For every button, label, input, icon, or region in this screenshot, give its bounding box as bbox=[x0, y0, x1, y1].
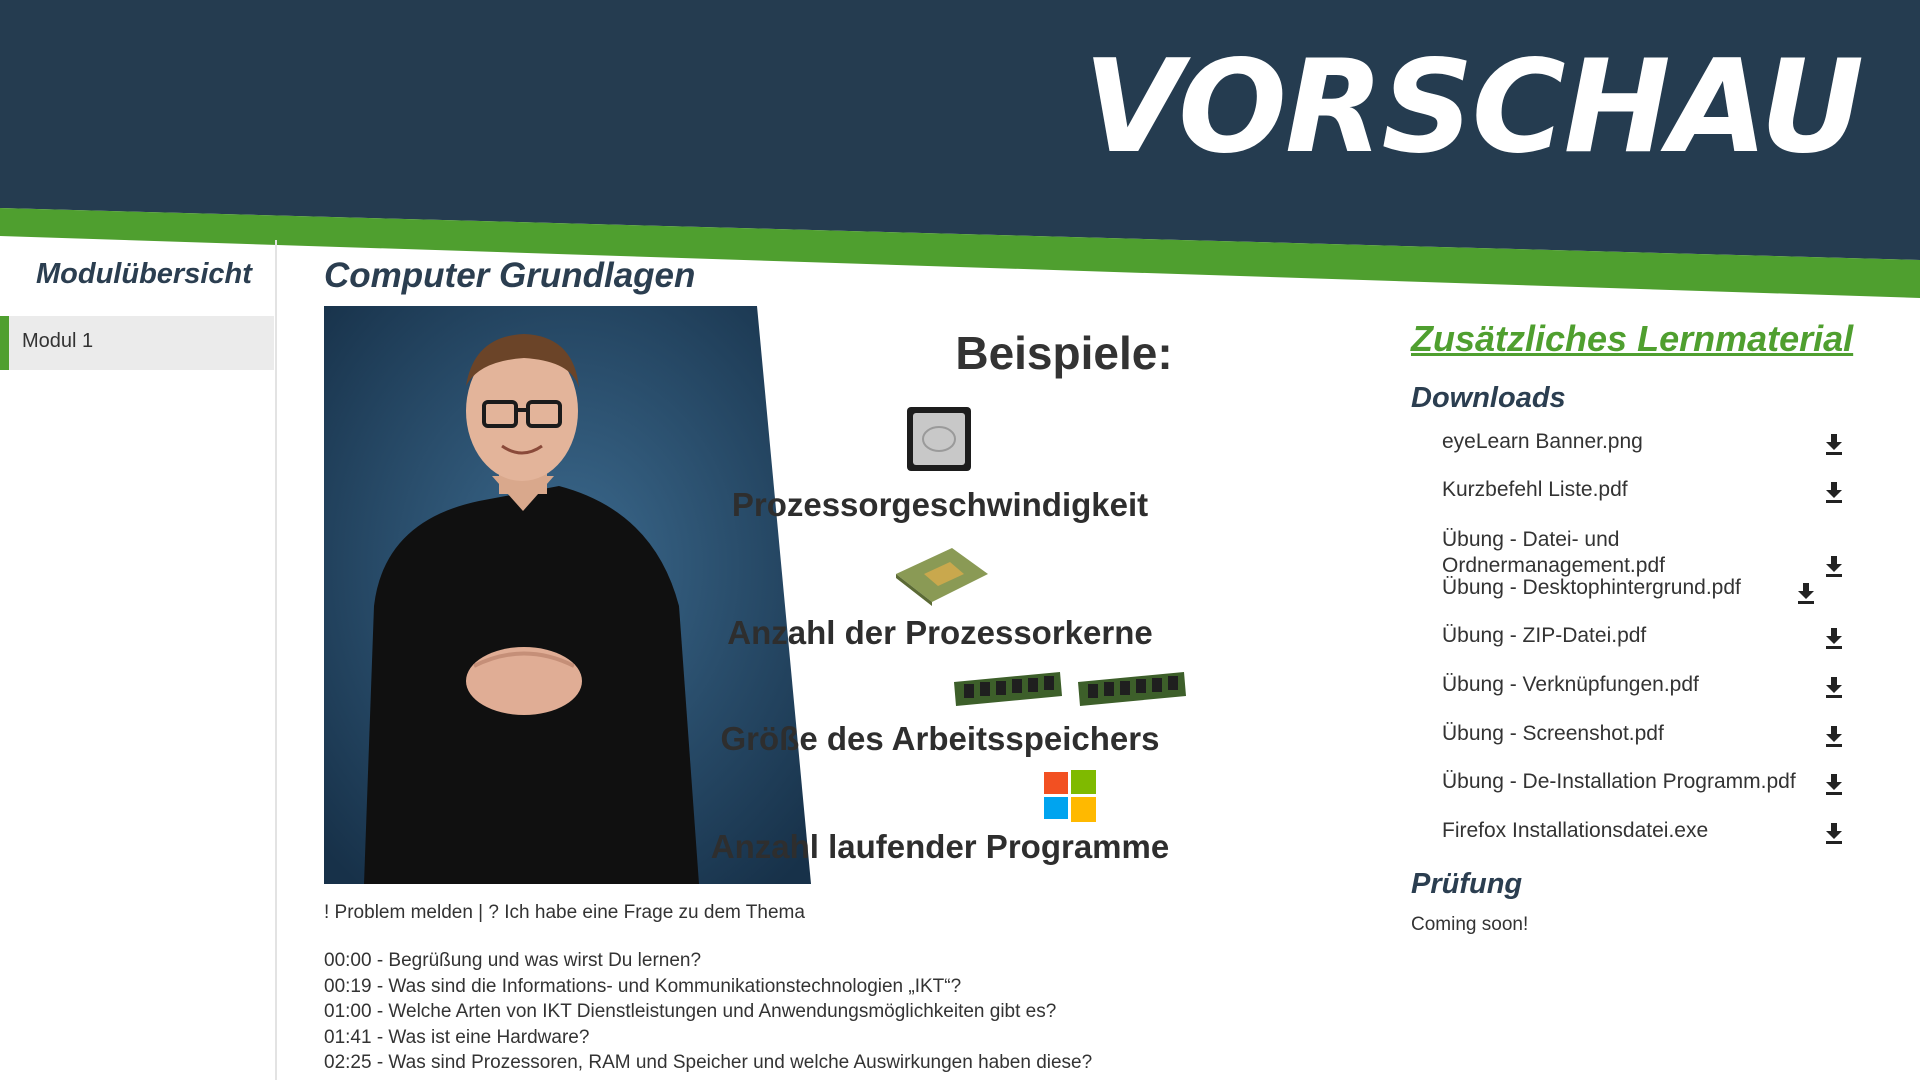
chapter-item[interactable]: 01:41 - Was ist eine Hardware? bbox=[324, 1026, 590, 1048]
page-title: Computer Grundlagen bbox=[324, 256, 696, 295]
download-filename: Übung - Desktophintergrund.pdf bbox=[1442, 576, 1741, 599]
download-icon[interactable] bbox=[1824, 626, 1844, 650]
video-player[interactable] bbox=[324, 306, 1284, 884]
additional-material-link[interactable]: Zusätzliches Lernmaterial bbox=[1411, 318, 1854, 359]
download-filename: Übung - De-Installation Programm.pdf bbox=[1442, 770, 1796, 793]
processor-chip-icon bbox=[894, 544, 990, 606]
sidebar-item-modul-1[interactable] bbox=[0, 316, 274, 370]
slide-title: Beispiele: bbox=[955, 327, 1173, 379]
link-separator: | bbox=[472, 902, 489, 923]
downloads-heading: Downloads bbox=[1411, 382, 1566, 414]
ram-icon bbox=[1076, 670, 1188, 710]
video-frame bbox=[324, 306, 1284, 884]
download-filename: Übung - Datei- und Ordnermanagement.pdf bbox=[1442, 528, 1665, 577]
windows-logo-icon bbox=[1044, 770, 1096, 822]
slide-item-label: Prozessorgeschwindigkeit bbox=[731, 486, 1149, 523]
chapter-list bbox=[324, 948, 1092, 1076]
download-filename: Übung - Verknüpfungen.pdf bbox=[1442, 673, 1699, 696]
download-icon[interactable] bbox=[1824, 554, 1844, 578]
feedback-links bbox=[324, 902, 805, 924]
download-icon[interactable] bbox=[1824, 432, 1844, 456]
download-filename: Übung - ZIP-Datei.pdf bbox=[1442, 624, 1647, 647]
download-icon[interactable] bbox=[1824, 480, 1844, 504]
header-banner bbox=[0, 0, 1920, 300]
module-overview-heading: Modulübersicht bbox=[36, 258, 252, 290]
module-sidebar bbox=[0, 240, 277, 1080]
chapter-item[interactable]: 00:00 - Begrüßung und was wirst Du lernen? bbox=[324, 950, 702, 971]
download-icon[interactable] bbox=[1824, 724, 1844, 748]
chapter-item[interactable]: 00:19 - Was sind die Informations- und Kommunikationstechnologien „IKT“? bbox=[324, 975, 962, 997]
download-filename: Übung - Screenshot.pdf bbox=[1442, 722, 1664, 745]
sidebar-item-label: Modul 1 bbox=[22, 330, 94, 352]
download-filename: Kurzbefehl Liste.pdf bbox=[1442, 478, 1628, 501]
download-filename: eyeLearn Banner.png bbox=[1442, 430, 1643, 453]
ask-question-link[interactable]: ? Ich habe eine Frage zu dem Thema bbox=[488, 902, 805, 923]
exam-status-text: Coming soon! bbox=[1411, 914, 1529, 935]
download-icon[interactable] bbox=[1824, 675, 1844, 699]
download-icon[interactable] bbox=[1796, 581, 1816, 605]
slide-item-label: Anzahl laufender Programme bbox=[710, 828, 1170, 865]
chapter-item[interactable]: 01:00 - Welche Arten von IKT Dienstleistungen und Anwendungsmöglichkeiten gibt es? bbox=[324, 1001, 1057, 1022]
exam-heading: Prüfung bbox=[1411, 868, 1523, 900]
cpu-icon bbox=[906, 406, 972, 472]
chapter-item[interactable]: 02:25 - Was sind Prozessoren, RAM und Speicher und welche Auswirkungen haben diese? bbox=[324, 1052, 1093, 1073]
download-icon[interactable] bbox=[1824, 772, 1844, 796]
ram-icon bbox=[952, 670, 1064, 710]
preview-title: VORSCHAU bbox=[1083, 33, 1862, 182]
slide-item-label: Größe des Arbeitsspeichers bbox=[720, 720, 1160, 757]
download-icon[interactable] bbox=[1824, 821, 1844, 845]
slide-item-label: Anzahl der Prozessorkerne bbox=[727, 614, 1153, 651]
report-problem-link[interactable]: ! Problem melden bbox=[324, 902, 473, 923]
download-filename: Firefox Installationsdatei.exe bbox=[1442, 819, 1709, 842]
